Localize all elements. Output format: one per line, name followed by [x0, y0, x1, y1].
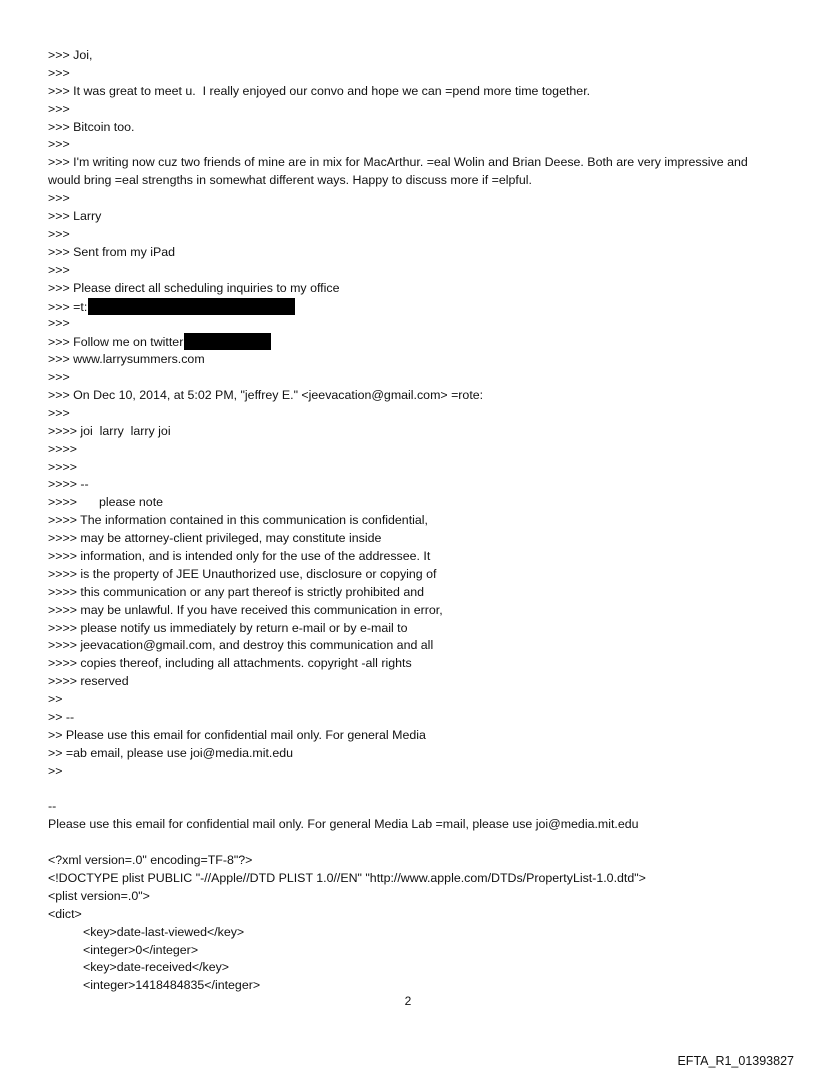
disclaimer-line: >>>> reserved [48, 674, 129, 689]
disclaimer-line: >>>> is the property of JEE Unauthorized use, disclosure or copying of [48, 566, 437, 581]
disclaimer-line: >>>> jeevacation@gmail.com, and destroy this communication and all [48, 638, 434, 653]
text-line: >> Please use this email for confidential mail only. For general Media [48, 727, 426, 742]
text-line: >> [48, 763, 63, 778]
please-note-line [48, 494, 748, 512]
signature-separator: -- [48, 799, 57, 814]
text-line: >> =ab email, please use joi@media.mit.edu [48, 745, 294, 760]
code-line: <key>date-received</key> [83, 960, 230, 975]
phone-label: >>> =t: [48, 299, 88, 314]
text-line: >>> [48, 137, 70, 152]
code-line: <key>date-last-viewed</key> [83, 924, 245, 939]
text-line: >>> [48, 405, 70, 420]
text-line: >>>> [48, 459, 77, 474]
text-line: >>> [48, 191, 70, 206]
code-line: <dict> [48, 906, 82, 921]
text-paragraph: >>> I'm writing now cuz two friends of mine are in mix for MacArthur. =eal Wolin and Brian Deese. Both are very impressive and would bring =eal strengths in somewhat different ways. Happy to discuss more if =elpful. [48, 155, 748, 188]
text-line: >>> It was great to meet u. I really enjoyed our convo and hope we can =pend more time together. [48, 83, 591, 98]
disclaimer-line: >>>> please notify us immediately by return e-mail or by e-mail to [48, 620, 408, 635]
text-line: >>> Bitcoin too. [48, 119, 135, 134]
disclaimer-line: >>>> The information contained in this communication is confidential, [48, 513, 428, 528]
text-line: >>> www.larrysummers.com [48, 352, 205, 367]
text-line: >>> On Dec 10, 2014, at 5:02 PM, "jeffrey E." <jeevacation@gmail.com> =rote: [48, 387, 484, 402]
twitter-line [48, 333, 748, 351]
disclaimer-line: >>>> copies thereof, including all attachments. copyright -all rights [48, 656, 412, 671]
text-line: >>> [48, 316, 70, 331]
email-body [48, 47, 748, 995]
text-line: >>> Please direct all scheduling inquiries to my office [48, 280, 340, 295]
disclaimer-line: >>>> information, and is intended only for the use of the addressee. It [48, 548, 431, 563]
blank-line [48, 781, 748, 799]
text-line: >>> Larry [48, 209, 102, 224]
code-line: <plist version=.0"> [48, 888, 150, 903]
disclaimer-line: >>>> may be unlawful. If you have received this communication in error, [48, 602, 443, 617]
text-line: >>>> [48, 441, 77, 456]
code-line: <integer>0</integer> [83, 942, 199, 957]
blank-line [48, 834, 748, 852]
text-line: >>> [48, 226, 70, 241]
redaction-block [88, 298, 295, 315]
page-number: 2 [404, 994, 412, 1008]
redaction-block [184, 333, 271, 350]
text-line: >> [48, 692, 63, 707]
bates-number: EFTA_R1_01393827 [677, 1054, 794, 1068]
code-line: <!DOCTYPE plist PUBLIC "-//Apple//DTD PLIST 1.0//EN" "http://www.apple.com/DTDs/PropertyList-1.0.dtd"> [48, 871, 646, 885]
disclaimer-line: >>>> this communication or any part thereof is strictly prohibited and [48, 584, 425, 599]
text-line: >>> Joi, [48, 48, 93, 62]
code-line: <integer>1418484835</integer> [83, 978, 261, 993]
phone-line [48, 298, 748, 316]
disclaimer-line: >>>> may be attorney-client privileged, may constitute inside [48, 531, 382, 546]
text-line: >>> [48, 262, 70, 277]
text-line: >>> [48, 101, 70, 116]
text-line: >>>> joi larry larry joi [48, 423, 171, 438]
text-line: >>> [48, 370, 70, 385]
text-line: >>> Sent from my iPad [48, 244, 176, 259]
text-line: >> -- [48, 709, 75, 724]
twitter-label: >>> Follow me on twitter [48, 335, 184, 350]
text-line: Please use this email for confidential mail only. For general Media Lab =mail, please use joi@media.mit.edu [48, 817, 639, 832]
code-line: <?xml version=.0" encoding=TF-8"?> [48, 853, 253, 868]
text-line: >>>> -- [48, 477, 89, 492]
please-note-text: please note [98, 495, 164, 510]
text-line: >>> [48, 65, 70, 80]
quote-marker: >>>> [48, 495, 77, 510]
